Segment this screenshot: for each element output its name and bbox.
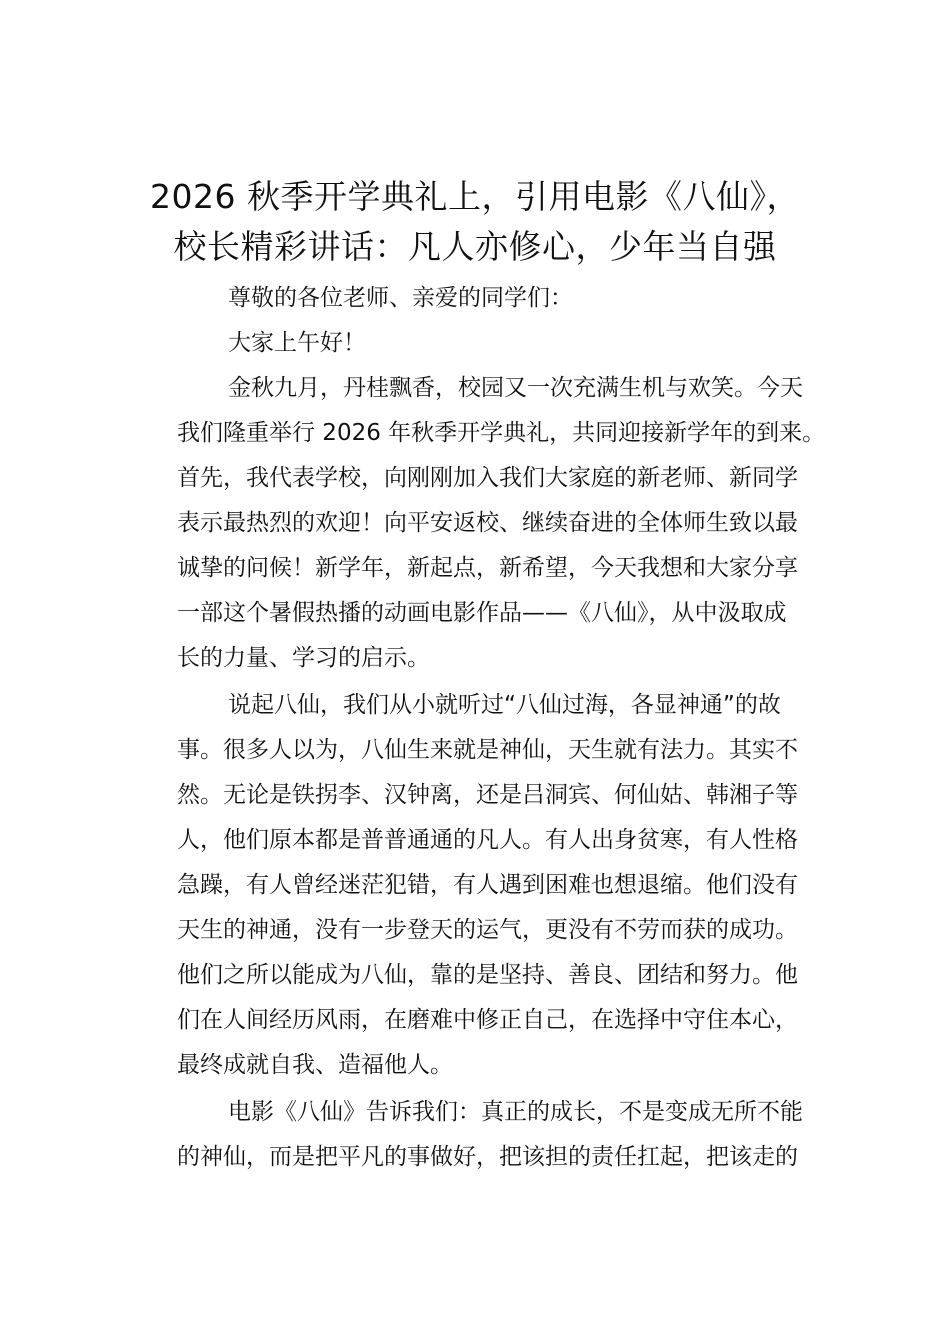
text-line: 我们隆重举行 2026 年秋季开学典礼，共同迎接新学年的到来。: [177, 420, 826, 446]
paragraph-movie-lesson: [127, 1090, 839, 1180]
document-title-line-2: 校长精彩讲话：凡人亦修心，少年当自强: [173, 227, 777, 266]
paragraph-greeting: [127, 321, 839, 366]
text-line: 急躁，有人曾经迷茫犯错，有人遇到困难也想退缩。他们没有: [177, 872, 798, 898]
text-line: 人，他们原本都是普普通通的凡人。有人出身贫寒，有人性格: [177, 827, 798, 853]
text-line: 长的力量、学习的启示。: [177, 645, 430, 671]
paragraph-eight-immortals: [127, 683, 839, 1088]
paragraph-opening: [127, 366, 839, 681]
text-line: 他们之所以能成为八仙，靠的是坚持、善良、团结和努力。他: [177, 962, 798, 988]
text-line: 表示最热烈的欢迎！向平安返校、继续奋进的全体师生致以最: [177, 510, 798, 536]
text-line: 的神仙，而是把平凡的事做好，把该担的责任扛起，把该走的: [177, 1144, 798, 1170]
text-line: 金秋九月，丹桂飘香，校园又一次充满生机与欢笑。今天: [228, 375, 803, 401]
text-line: 首先，我代表学校，向刚刚加入我们大家庭的新老师、新同学: [177, 465, 798, 491]
text-line: 尊敬的各位老师、亲爱的同学们：: [228, 285, 573, 311]
document-title-line-1: 2026 秋季开学典礼上，引用电影《八仙》，: [150, 177, 800, 216]
text-line: 诚挚的问候！新学年，新起点，新希望，今天我想和大家分享: [177, 555, 798, 581]
text-line: 一部这个暑假热播的动画电影作品——《八仙》，从中汲取成: [177, 600, 787, 626]
text-line: 电影《八仙》告诉我们：真正的成长，不是变成无所不能: [228, 1099, 803, 1125]
text-line: 天生的神通，没有一步登天的运气，更没有不劳而获的成功。: [177, 917, 798, 943]
text-line: 大家上午好！: [228, 330, 366, 356]
text-line: 事。很多人以为，八仙生来就是神仙，天生就有法力。其实不: [177, 737, 798, 763]
text-line: 最终成就自我、造福他人。: [177, 1052, 453, 1078]
text-line: 说起八仙，我们从小就听过“八仙过海，各显神通”的故: [228, 692, 781, 718]
document-body: [127, 276, 839, 1180]
paragraph-salutation: [127, 276, 839, 321]
text-line: 们在人间经历风雨，在磨难中修正自己，在选择中守住本心，: [177, 1007, 798, 1033]
text-line: 然。无论是铁拐李、汉钟离，还是吕洞宾、何仙姑、韩湘子等: [177, 782, 798, 808]
